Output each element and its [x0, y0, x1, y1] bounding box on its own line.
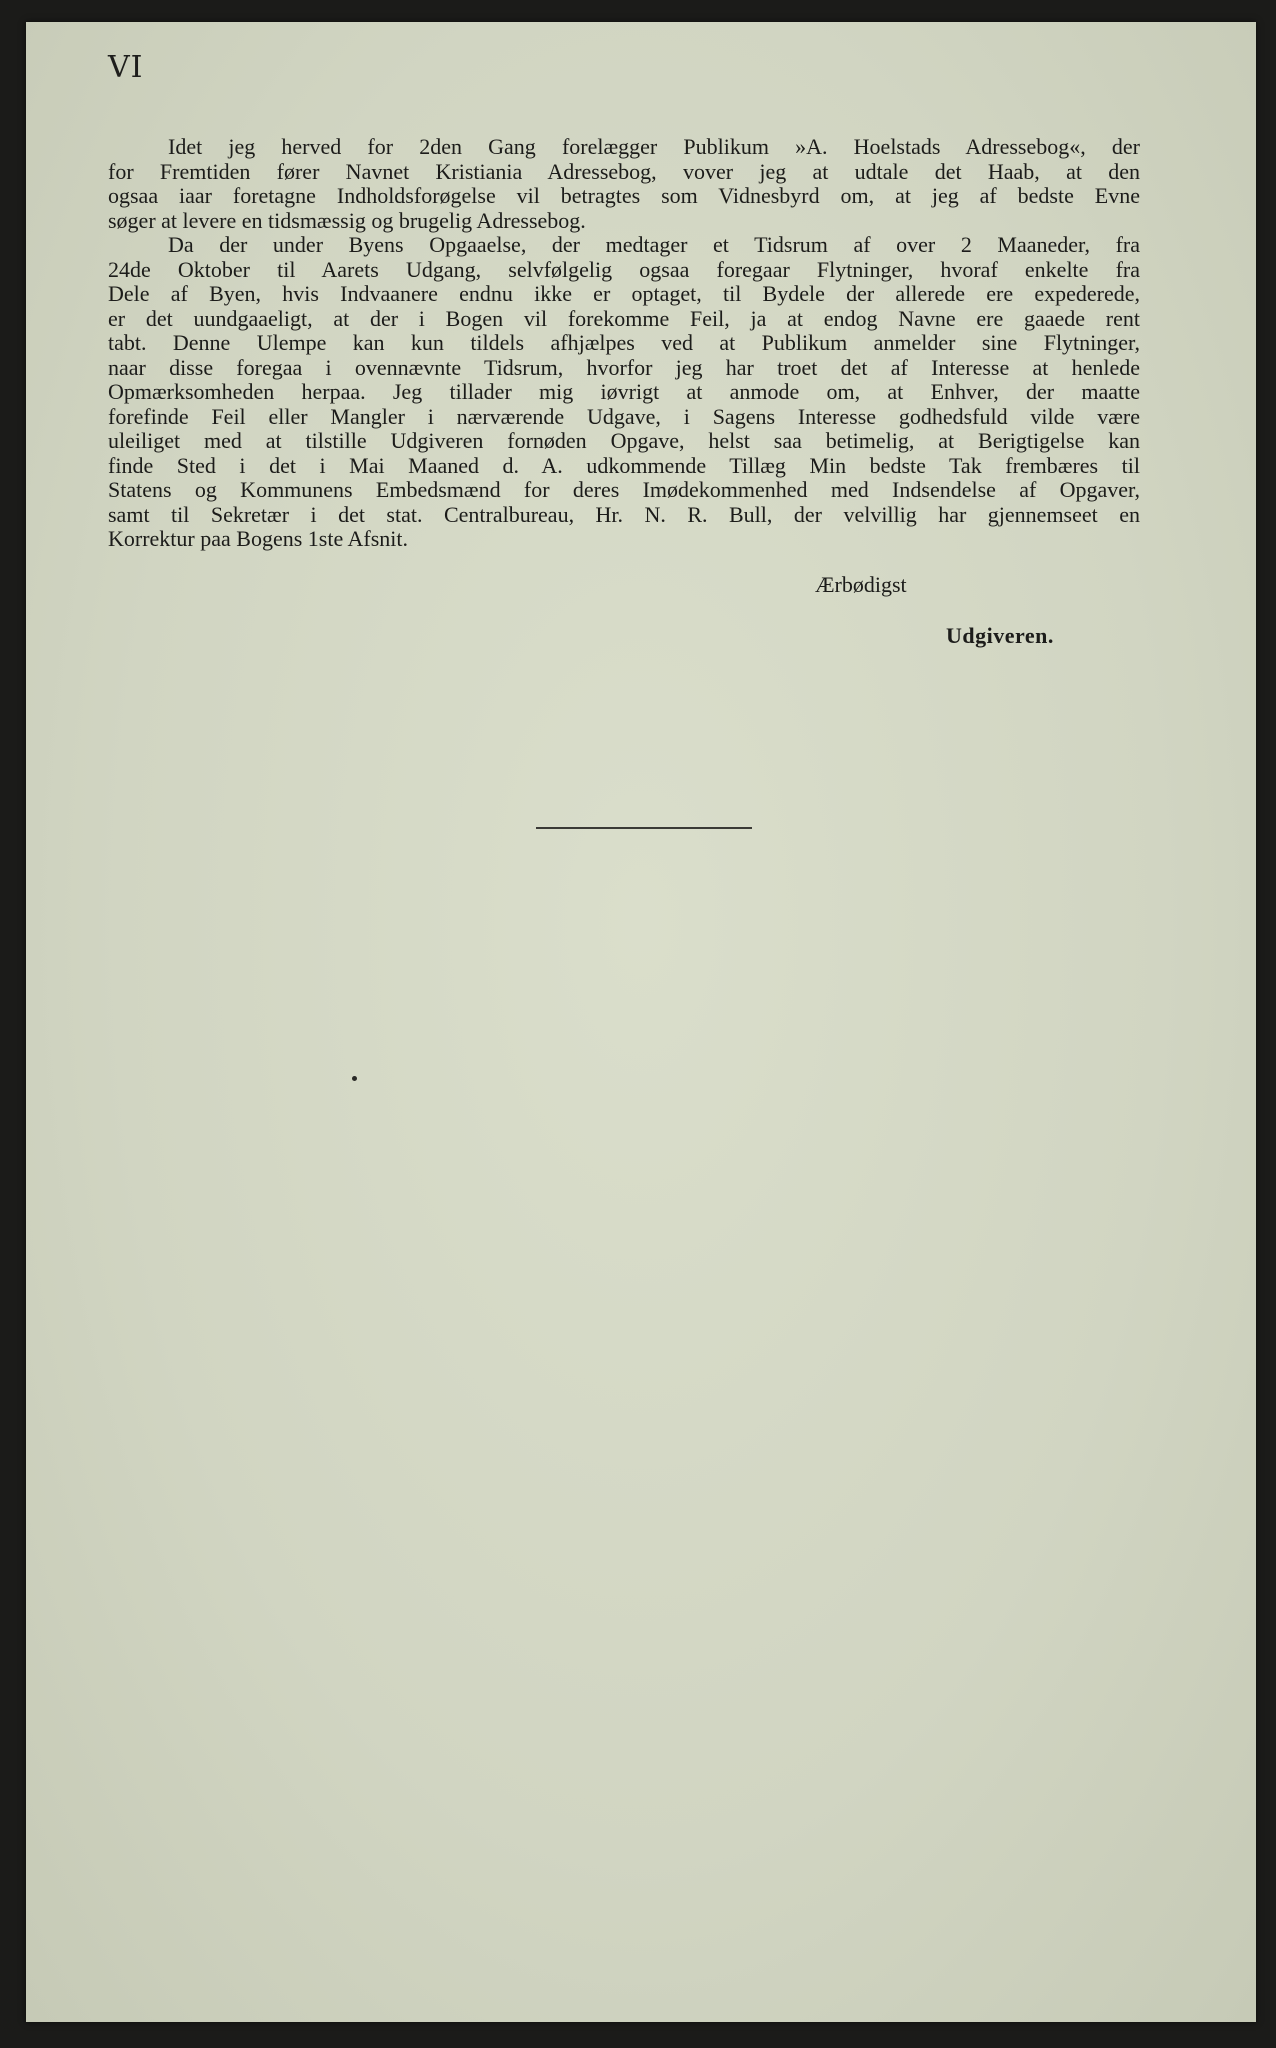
divider-rule [536, 827, 752, 829]
text-line: finde Sted i det i Mai Maaned d. A. udkommende Tillæg Min bedste Tak frembæres til [108, 452, 1140, 478]
text-line: er det uundgaaeligt, at der i Bogen vil forekomme Feil, ja at endog Navne ere gaaede rent [108, 305, 1140, 331]
text-line: 24de Oktober til Aarets Udgang, selvfølgelig ogsaa foregaar Flytninger, hvoraf enkelte fra [108, 256, 1140, 282]
paragraph-1 [108, 135, 1140, 233]
text-line: naar disse foregaa i ovennævnte Tidsrum, hvorfor jeg har troet det af Interesse at henlede [108, 354, 1140, 380]
paragraph-2 [108, 233, 1140, 552]
preface-text [108, 135, 1140, 552]
page-number: VI [108, 50, 144, 85]
text-line: Idet jeg herved for 2den Gang forelægger Publikum »A. Hoelstads Adressebog«, der [168, 134, 1140, 159]
text-line: tabt. Denne Ulempe kan kun tildels afhjælpes ved at Publikum anmelder sine Flytninger, [108, 330, 1140, 355]
text-line: samt til Sekretær i det stat. Centralbureau, Hr. N. R. Bull, der velvillig har gjennemseet en [108, 501, 1140, 527]
text-line: forefinde Feil eller Mangler i nærværende Udgave, i Sagens Interesse godhedsfuld vilde være [108, 403, 1140, 429]
text-line: Statens og Kommunens Embedsmænd for deres Imødekommenhed med Indsendelse af Opgaver, [108, 477, 1140, 502]
text-line: Dele af Byen, hvis Indvaanere endnu ikke er optaget, til Bydele der allerede ere expederede, [108, 281, 1140, 306]
closing-salutation: Ærbødigst [815, 572, 907, 597]
text-line: for Fremtiden fører Navnet Kristiania Adressebog, vover jeg at udtale det Haab, at den [108, 158, 1140, 184]
text-line: Korrektur paa Bogens 1ste Afsnit. [108, 526, 408, 551]
paper-speck [352, 1076, 357, 1081]
text-line: Da der under Byens Opgaaelse, der medtager et Tidsrum af over 2 Maaneder, fra [168, 232, 1140, 257]
publisher-signature: Udgiveren. [946, 623, 1054, 648]
text-line: ogsaa iaar foretagne Indholdsforøgelse vil betragtes som Vidnesbyrd om, at jeg af bedste Evne [108, 183, 1140, 208]
text-line: uleiliget med at tilstille Udgiveren fornøden Opgave, helst saa betimelig, at Berigtigelse kan [108, 428, 1140, 453]
text-line: søger at levere en tidsmæssig og brugelig Adressebog. [108, 207, 586, 233]
text-line: Opmærksomheden herpaa. Jeg tillader mig iøvrigt at anmode om, at Enhver, der maatte [108, 379, 1140, 404]
